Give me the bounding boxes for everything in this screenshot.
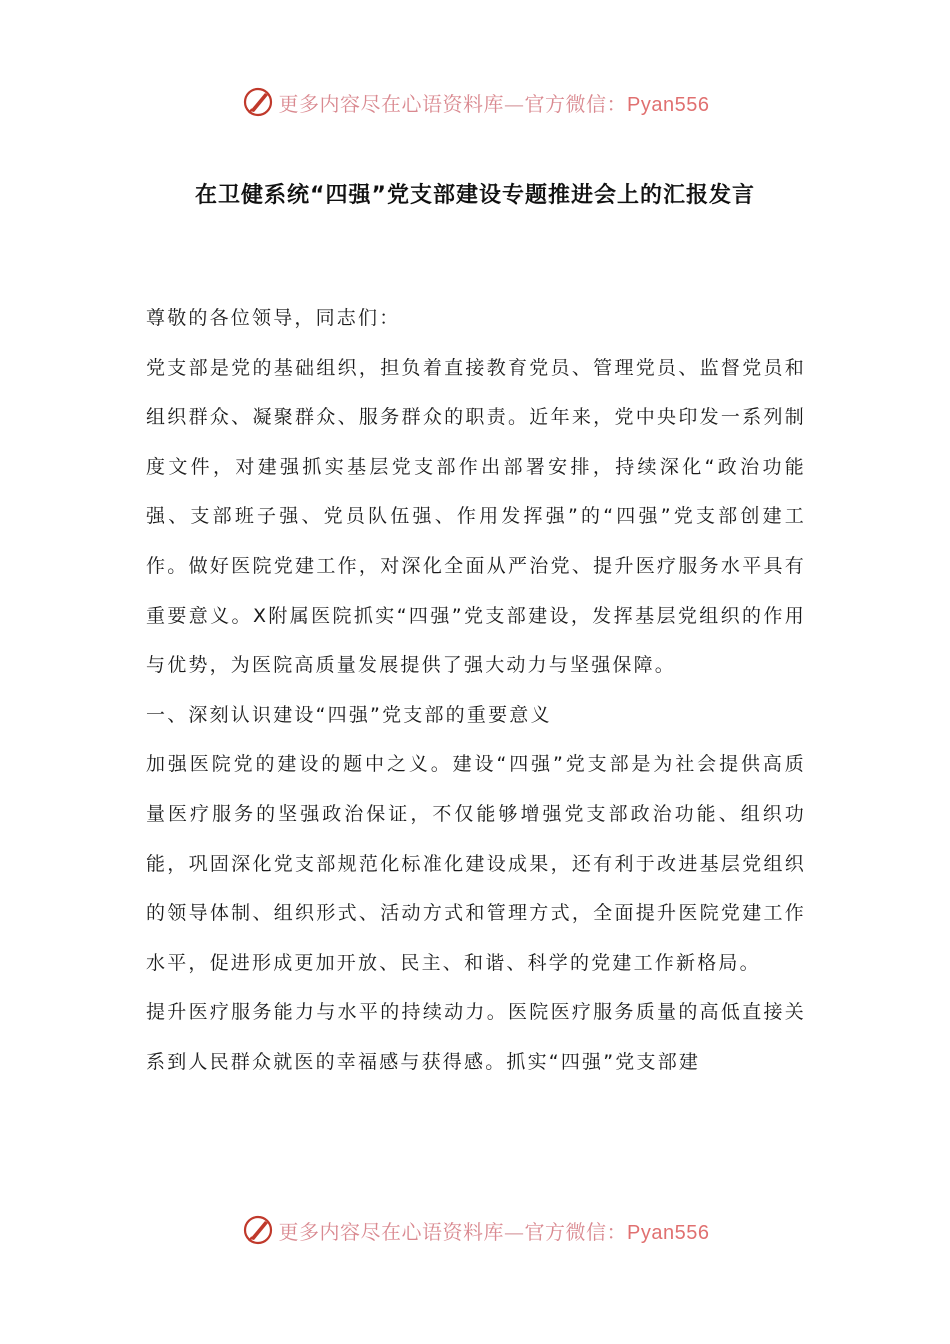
document-title: 在卫健系统“四强”党支部建设专题推进会上的汇报发言 — [195, 183, 755, 208]
section-heading: 一、深刻认识建设“四强”党支部的重要意义 — [146, 703, 552, 726]
watermark-label: 官方微信： — [524, 1219, 628, 1244]
quill-pen-logo-icon — [241, 1213, 275, 1247]
watermark-label: 官方微信： — [524, 91, 628, 116]
paragraph: 提升医疗服务能力与水平的持续动力。医院医疗服务质量的高低直接关系到人民群众就医的幸福感与获得感。抓实“四强”党支部建 — [146, 1001, 806, 1073]
watermark-prefix: 更多内容尽在心语资料库 — [278, 1219, 505, 1244]
watermark-account: Pyan556 — [627, 93, 710, 116]
salutation: 尊敬的各位领导，同志们： — [146, 307, 401, 329]
watermark-dash: — — [504, 1219, 525, 1244]
watermark-dash: — — [504, 91, 525, 116]
watermark-account: Pyan556 — [627, 1221, 710, 1244]
footer-watermark — [0, 1210, 950, 1250]
watermark-text — [279, 1216, 710, 1245]
watermark-text — [279, 88, 710, 117]
quill-pen-logo-icon — [241, 85, 275, 119]
paragraph: 党支部是党的基础组织，担负着直接教育党员、管理党员、监督党员和组织群众、凝聚群众、服务群众的职责。近年来，党中央印发一系列制度文件，对建强抓实基层党支部作出部署安排，持续深化“政治功能强、支部班子强、党员队伍强、作用发挥强”的“四强”党支部创建工作。做好医院党建工作，对深化全面从严治党、提升医疗服务水平具有重要意义。X附属医院抓实“四强”党支部建设，发挥基层党组织的作用与优势，为医院高质量发展提供了强大动力与坚强保障。 — [146, 356, 806, 677]
paragraph: 加强医院党的建设的题中之义。建设“四强”党支部是为社会提供高质量医疗服务的坚强政治保证，不仅能够增强党支部政治功能、组织功能，巩固深化党支部规范化标准化建设成果，还有利于改进基层党组织的领导体制、组织形式、活动方式和管理方式，全面提升医院党建工作水平，促进形成更加开放、民主、和谐、科学的党建工作新格局。 — [146, 753, 806, 974]
header-watermark — [0, 82, 950, 122]
document-body — [146, 294, 806, 1088]
watermark-prefix: 更多内容尽在心语资料库 — [278, 91, 505, 116]
